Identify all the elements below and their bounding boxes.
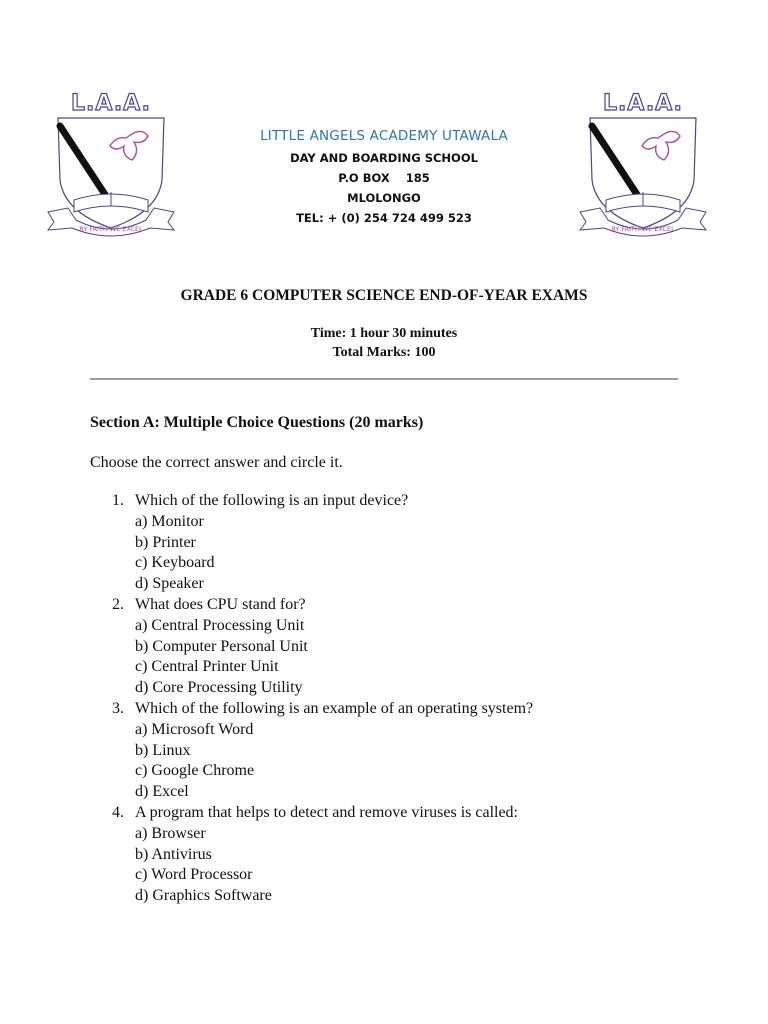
question-list (90, 491, 690, 907)
school-subtitle: DAY AND BOARDING SCHOOL (290, 151, 478, 165)
exam-total-marks: Total Marks: 100 (332, 345, 436, 360)
answer-option: c) Keyboard (135, 554, 215, 572)
section-title: Section A: Multiple Choice Questions (20 marks) (90, 414, 424, 431)
question-item (90, 491, 690, 595)
question-text: Which of the following is an input device? (135, 492, 409, 509)
question-number: 4. (112, 803, 124, 821)
question-number: 2. (112, 595, 124, 613)
answer-option: a) Monitor (135, 512, 204, 530)
question-number: 1. (112, 492, 124, 509)
crest-logo-icon (578, 88, 708, 238)
answer-option: b) Antivirus (135, 845, 212, 863)
crest-logo-icon (46, 88, 176, 238)
question-text: What does CPU stand for? (135, 595, 306, 613)
school-po-box: P.O BOX 185 (338, 171, 430, 185)
school-header (200, 128, 568, 228)
school-name: LITTLE ANGELS ACADEMY UTAWALA (260, 128, 508, 144)
answer-option: c) Word Processor (135, 866, 253, 884)
answer-option: a) Microsoft Word (135, 720, 254, 738)
svg-text:L.A.A.: L.A.A. (603, 91, 683, 116)
question-number: 3. (112, 699, 124, 717)
svg-text:L.A.A.: L.A.A. (71, 91, 151, 116)
answer-option: a) Browser (135, 824, 206, 842)
question-text: A program that helps to detect and remove viruses is called: (135, 803, 518, 821)
section-instructions: Choose the correct answer and circle it. (90, 454, 343, 471)
answer-option: d) Core Processing Utility (135, 679, 303, 697)
answer-option: b) Linux (135, 741, 191, 759)
school-town: MLOLONGO (347, 191, 421, 205)
answer-option: d) Graphics Software (135, 887, 272, 905)
exam-time: Time: 1 hour 30 minutes (310, 326, 458, 341)
question-text: Which of the following is an example of an operating system? (135, 699, 534, 717)
svg-text:BY FAITH WE EXCEL: BY FAITH WE EXCEL (611, 225, 675, 233)
question-item (90, 699, 690, 803)
school-telephone: TEL: + (0) 254 724 499 523 (296, 211, 472, 225)
exam-title: GRADE 6 COMPUTER SCIENCE END-OF-YEAR EXAMS (180, 287, 588, 304)
exam-meta (0, 324, 768, 362)
answer-option: b) Printer (135, 533, 196, 551)
school-crest-right (578, 88, 708, 238)
answer-option: c) Google Chrome (135, 762, 255, 780)
answer-option: a) Central Processing Unit (135, 616, 305, 634)
question-item (90, 803, 690, 907)
school-crest-left (46, 88, 176, 238)
answer-option: d) Excel (135, 783, 189, 801)
answer-option: d) Speaker (135, 575, 204, 593)
answer-option: c) Central Printer Unit (135, 658, 279, 676)
horizontal-divider (90, 378, 678, 380)
answer-option: b) Computer Personal Unit (135, 637, 308, 655)
svg-text:BY FAITH WE EXCEL: BY FAITH WE EXCEL (79, 225, 143, 233)
question-item (90, 595, 690, 699)
